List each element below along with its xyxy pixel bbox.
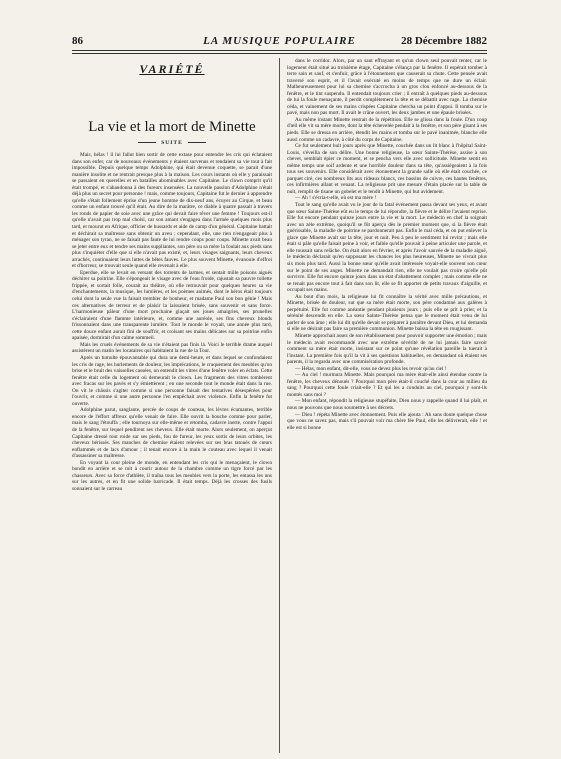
article-paragraph: — Mon enfant, répondit la religieuse stupéfaite, Dieu nous y rappelle quand il lui plaît, et nous ne pouvons que nous soumettre à ses décrets.: [287, 398, 487, 411]
article-paragraph: Ce fut seulement huit jours après que Minette, couchée dans un lit blanc à l'hôpital Saint-Louis, s'éveilla de son délire. Une bonne religieuse, la sœur Sainte-Thérèse, assise à son chevet, semblait épier ce moment, et se pencha vers elle avec sollicitude. Minette sentit en même temps une soif ardente et une horrible douleur dans sa tête, qu'assiégeaient à la fois tous ses souvenirs. Elle considérait avec étonnement la grande salle où elle était couchée, ce parquet ciré, ces nombreux lits aux rideaux blancs, ces bassins de cuivre, ces hautes fenêtres, ces infirmières allant et venant. La religieuse prit une mesure d'étain placée sur la table de nuit, remplit de tisane un gobelet et le tendit à Minette, qui but avidement.: [287, 143, 487, 195]
header-rule: [72, 50, 487, 51]
article-paragraph: dans le corridor. Alors, par un saut effrayant et qu'un clown seul pouvait tenter, car le logement était situé au troisième étage, Capitaine s'élança par la fenêtre. Il espérait tomber à terre sain et sauf, et s'enfuir, grâce à l'étonnement que causerait sa chute. Cette pensée avait traversé son esprit, et il l'avait exécuté en moins de temps que ne dure un éclair. Malheureusement pour lui sa chemise s'accrocha à un gros clou enfoncé au-dessous de la fenêtre, et le tint suspendu. Il entendait toujours crier ; il entraît à quelques pieds au-dessous de lui la foule menaçante, il perdit complètement la tête et se débattit avec rage. La chemise céda, et vainement de ses mains crispées Capitaine chercha un point d'appui. Il tomba sur le pavé, mais non pas mort. Il avait le crâne ouvert, les deux jambes et une épaule brisées.: [287, 58, 487, 117]
article-paragraph: Eperdue, elle se levait en versant des torrents de larmes, et sentait mille poisons aigués déchirer sa poitrine. Elle s'épongeait le visage avec de l'eau froide, rajustait sa pauvre toilette frippée, et sortait folle, courait au théâtre, où elle retrouvait pour quelques heures sa vie d'enchantements, la musique, les lumières, et les poèmes animés, dont le héros était toujours celui dont la seule vue la faisait trembler de bonheur, et madame Paul son bon génie ! Mais ces alternatives de terreur et de plaisir la laissaient brisée, sans souvenir et sans force. L'harmonieuse pâleur d'une mort prochaine glaçait ses joues amaigries, ses prunelles s'éclairaient d'une flamme intérieure, et, comme une auréole, ses fins cheveux blonds frissonnaient dans une transparente lumière. Tout le monde le voyait, une année plus tard, cette douce enfant aurait fini de souffrir, et croisant ses mains délicates sur sa poitrine enfin apaisée, dormirait d'un calme sommeil.: [72, 269, 272, 342]
article-paragraph: Après un tumulte épouvantable qui dura une demi-heure, et dans lequel se confondaient les cris de rage, les hurlements de douleur, les imprécations, le craquement des meubles qu'on brise et le bruit des vaisselles cassées, on entendit les vitres d'une fenêtre voler en éclats. Cette fenêtre était celle du logement où demeurait le clown. Les fragments des vitres tombèrent avec fracas sur les pavés et s'y émiettèrent ; en une seconde tout le monde était dans la rue. On vit le châssis s'agiter comme si une personne faisait des tentatives désespérées pour l'ouvrir, et comme si une autre personne l'en empêchait avec violence. Enfin la fenêtre fut ouverte.: [72, 354, 272, 407]
right-column-body: [287, 58, 487, 431]
header-rule-double: [72, 53, 487, 54]
rubric-heading: VARIÉTÉ: [139, 62, 205, 76]
issue-date: 28 Décembre 1882: [401, 35, 487, 47]
article-paragraph: Minette approchait assez de son rétablissement pour pouvoir supporter une émotion ; mais le médecin avait recommandé avec une extrême sévérité de ne lui jamais faire savoir comment sa mère était morte, insistant sur ce point qu'une révélation pareille la tuerait à l'instant. La première fois qu'il la vit à ses questions habituelles, en demandant où étaient ses parents, il la regarda avec une commisération profonde.: [287, 332, 487, 366]
left-column-body: [72, 152, 272, 492]
article-paragraph: Au bout d'un mois, la religieuse lui fit connaître la vérité avec mille précautions, et Minette, brisée de douleur, sut que sa mère était morte, son père condamné aux galères à perpétuité. Elle fut comme anéantie pendant plusieurs jours ; puis elle se prit à prier, et la sérénité descendit en elle. La sœur Sainte-Thérèse pensa que le moment était venu de lui parler de son âme ; elle lui dit qu'elle devait se préparer à paraître devant Dieu, et lui demanda si elle ne désirait pas faire sa première communion. Minette baissa la tête en rougissant.: [287, 293, 487, 333]
suite-label: SUITE: [72, 140, 272, 146]
article-paragraph: Adolphine parut, sanglante, percée de coups de couteau, les lèvres écumantes, terrible encore de l'effort affreux qu'elle venait de faire. Elle ouvrit la bouche comme pour parler, mais le sang l'étouffa ; elle tournoya sur elle-même et retomba, cadavre inerte, contre l'appui de la fenêtre, sur lequel pendirent ses cheveux. Elle était morte. Alors seulement, on aperçut Capitaine dressé tout roide sur ses pieds, fou de fureur, les yeux sortis de leurs orbites, les cheveux hérissés. Ses manches de chemise étaient relevées sur ses bras tatoués de cœurs enflammés et de lacs d'amour ; il tenait encore à la main le couteau avec lequel il venait d'assassiner sa maîtresse.: [72, 407, 272, 460]
article-paragraph: Mais les cruels événements de sa vie n'étaient pas finis là. Voici le terrible drame auquel assistèrent un matin les locataires qui habitaient la rue de la Tour.: [72, 341, 272, 355]
right-column: [287, 58, 487, 750]
article-paragraph: — Hélas, mon enfant, dit-elle, vous ne devez plus les revoir qu'au ciel !: [295, 365, 447, 372]
journal-title: LA MUSIQUE POPULAIRE: [203, 35, 356, 47]
article-paragraph: Au même instant Minette rentrait de la répétition. Elle se glissa dans la foule. D'un coup d'œil elle vit sa mère morte, dont la tête échevelée pendait à la fenêtre, et son père gisant à ses pieds. Elle se dressa en arrière, étendit les mains et tomba sur le pavé inanimée, blanche elle aussi comme un cadavre, à côté du corps de Capitaine.: [287, 116, 487, 143]
article-title: La vie et la mort de Minette: [88, 119, 256, 135]
left-column: [72, 60, 272, 750]
article-paragraph: — Au ciel ! murmura Minette. Mais pourquoi ma mère était-elle ainsi étendue contre la fenêtre, les cheveux dénoués ? Pourquoi mon père était-il couché dans la cour au milieu du sang ? Pourquoi cette foule criait-elle ? Et qui les a conduits au ciel, pourquoi y sont-ils montés sans moi ?: [287, 372, 487, 398]
page-header: [72, 33, 487, 49]
column-divider: [279, 58, 280, 753]
article-paragraph: — Ah ! s'écria-t-elle, où est ma mère !: [295, 195, 377, 202]
article-paragraph: En voyant la cour pleine de monde, en entendant les cris qui le menaçaient, le clown bondit en arrière et se mit à courir autour de la chambre comme un tigre forcé par les chasseurs. Avec sa force d'athlète, il traîna tous les meubles vers la porte, les entassa les uns sur les autres, et en fit une solide barricade. Il était temps. Déjà les crosses des fusils sonnaient sur le carreau: [72, 459, 272, 492]
article-paragraph: Mais, hélas ! il lui fallut bien sortir de cette extase pour entendre les cris qui éclataient dans son enfer, car de nouveaux événements y étaient survenus et rendaient sa vie tout à fait impossible. Depuis quelque temps Adolphine, qui était devenue coquette, se parait d'une manière insolite et ne rentrait presque plus à la maison. Les cours instants où elle y paraissait se passaient en querelles et en batailles abominables avec Capitaine. Le clown comprit qu'il était trompé, et s'abandonna à des fureurs insensées. La nouvelle passion d'Adolphine n'était déjà plus un secret pour personne ! mais, comme toujours, Capitaine fut le dernier à apprendre qu'elle s'était follement éprise d'un jeune homme de dix-neuf ans, écuyer au Cirque, et beau comme un enfant trouvé qu'il était. Au dire de la marâtre, ce diable à quatre passait à travers les ronds de papier de soie avec une grâce qui devait faire rêver une femme ! Toujours est-il qu'elle n'avait pas trop mal choisi, car son amant s'engagea dans l'armée quelques mois plus tard, et mourut en Afrique, officier de hussards et aide de camp d'un général. Capitaine battait et déchirait sa maîtresse sans obtenir un aveu ; cependant, elle, une rien n'engageait plus à ménager son tyran, ne se faisait pas faute de lui rendre coups pour coups. Minette avait beau se jeter entre eux et tendre ses mains suppliantes, son père ou sa mère la foulait aux pieds sans plus s'inquiéter d'elle que si elle n'avait pas existé, et, leurs visages saignants, leurs cheveux arrachés, continuaient leurs luttes de bêtes fauves. Le plus souvent Minette, évanouie d'effroi et d'horreur, se trouvait seule quand elle revenait à elle.: [72, 152, 272, 270]
article-paragraph: — Dieu ! répéta Minette avec étonnement. Puis elle ajouta : Ah sans doute quelque chose que vous ne savez pas, mais s'il pouvait voir ma chère fée Paul, elle les délivrerait, elle ! et elle est si bonne: [287, 411, 487, 431]
article-paragraph: Tout le sang qu'elle avait vu le jour de la fatal événement passa devant ses yeux, et avant que sœur Sainte-Thérèse eût eu le temps de lui répondre, la fièvre et le délire l'avaient reprise. Elle fut encore pendant quinze jours entre la vie et la mort. Le médecin en chef la soignait avec un zèle extrême, quoiqu'il se fût aperçu dès le premier moment que, si la fièvre était guérissable, la maladie de poitrine se pardonnerait pas. Enfin le mal céda, et on put enlever la glace que Minette avait sur la tête, jour et nuit. Peu à peu le sentiment lui revint ; mais elle était si pâle qu'elle faisait peine à voir, et faible qu'elle pouvait à peine articuler une parole, et elle toussait sans relâche. On était alors en février, et après l'avoir sauvée de la maladie aiguë, le médecin déclarait qu'en supposant les chances les plus heureuses, Minette ne vivrait plus six mois plus tard. Aussi la bonne sœur qu'elle avait intéressée voyait-elle souvent son cœur sur le point de ses anges. Minette ne demandait rien, elle ne voulait pas croire qu'elle pût survivre. Elle fut encore quinze jours dans un état d'abattement complet ; mais comme elle ne se tenait pas encore tout à fait dans son lit, elle se fit apporter de petits travaux d'aiguille, et occupait ses mains.: [287, 202, 487, 294]
page-number: 86: [72, 35, 83, 47]
